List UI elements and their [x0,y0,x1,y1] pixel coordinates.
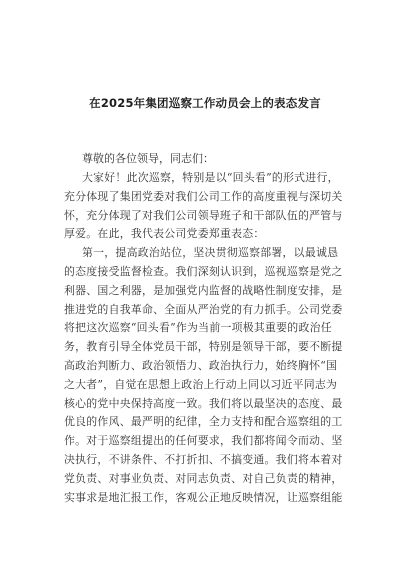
paragraph-line: 的态度接受监督检查。我们深刻认识到，巡视巡察是党之 [64,264,343,278]
paragraph-line: 第一，提高政治站位，坚决贯彻巡察部署，以最诚恳 [82,246,339,260]
paragraph-line: 厚爱。在此，我代表公司党委郑重表态： [64,227,265,241]
paragraph-line: 实事求是地汇报工作，客观公正地反映情况，让巡察组能 [64,490,343,504]
paragraph-line: 高政治判断力、政治领悟力、政治执行力，始终胸怀“国 [64,358,338,372]
paragraph-line: 怀，充分体现了对我们公司领导班子和干部队伍的严管与 [64,208,343,222]
paragraph-line: 利器、国之利器，是加强党内监督的战略性制度安排，是 [64,283,343,297]
document-title: 在2025年集团巡察工作动员会上的表态发言 [89,96,321,110]
paragraph-line: 充分体现了集团党委对我们公司工作的高度重视与深切关 [64,189,343,203]
body-text [64,169,354,507]
paragraph-line: 之大者”，自觉在思想上政治上行动上同以习近平同志为 [64,377,338,391]
paragraph-line: 优良的作风、最严明的纪律，全力支持和配合巡察组的工 [64,415,343,429]
paragraph-line: 党负责、对事业负责、对同志负责、对自己负责的精神， [64,471,343,485]
greeting-line: 尊敬的各位领导，同志们： [82,152,214,165]
paragraph-line: 决执行，不讲条件、不打折扣、不搞变通。我们将本着对 [64,452,343,466]
paragraph-line: 核心的党中央保持高度一致。我们将以最坚决的态度、最 [64,396,343,410]
paragraph-line: 将把这次巡察“回头看”作为当前一项极其重要的政治任 [64,321,332,335]
paragraph-line: 推进党的自我革命、全面从严治党的有力抓手。公司党委 [64,302,343,316]
paragraph-line: 务，教育引导全体党员干部，特别是领导干部，要不断提 [64,340,343,354]
paragraph-line: 大家好！此次巡察，特别是以“回头看”的形式进行， [82,171,339,184]
paragraph-line: 作。对于巡察组提出的任何要求，我们都将闻令而动、坚 [64,434,343,448]
